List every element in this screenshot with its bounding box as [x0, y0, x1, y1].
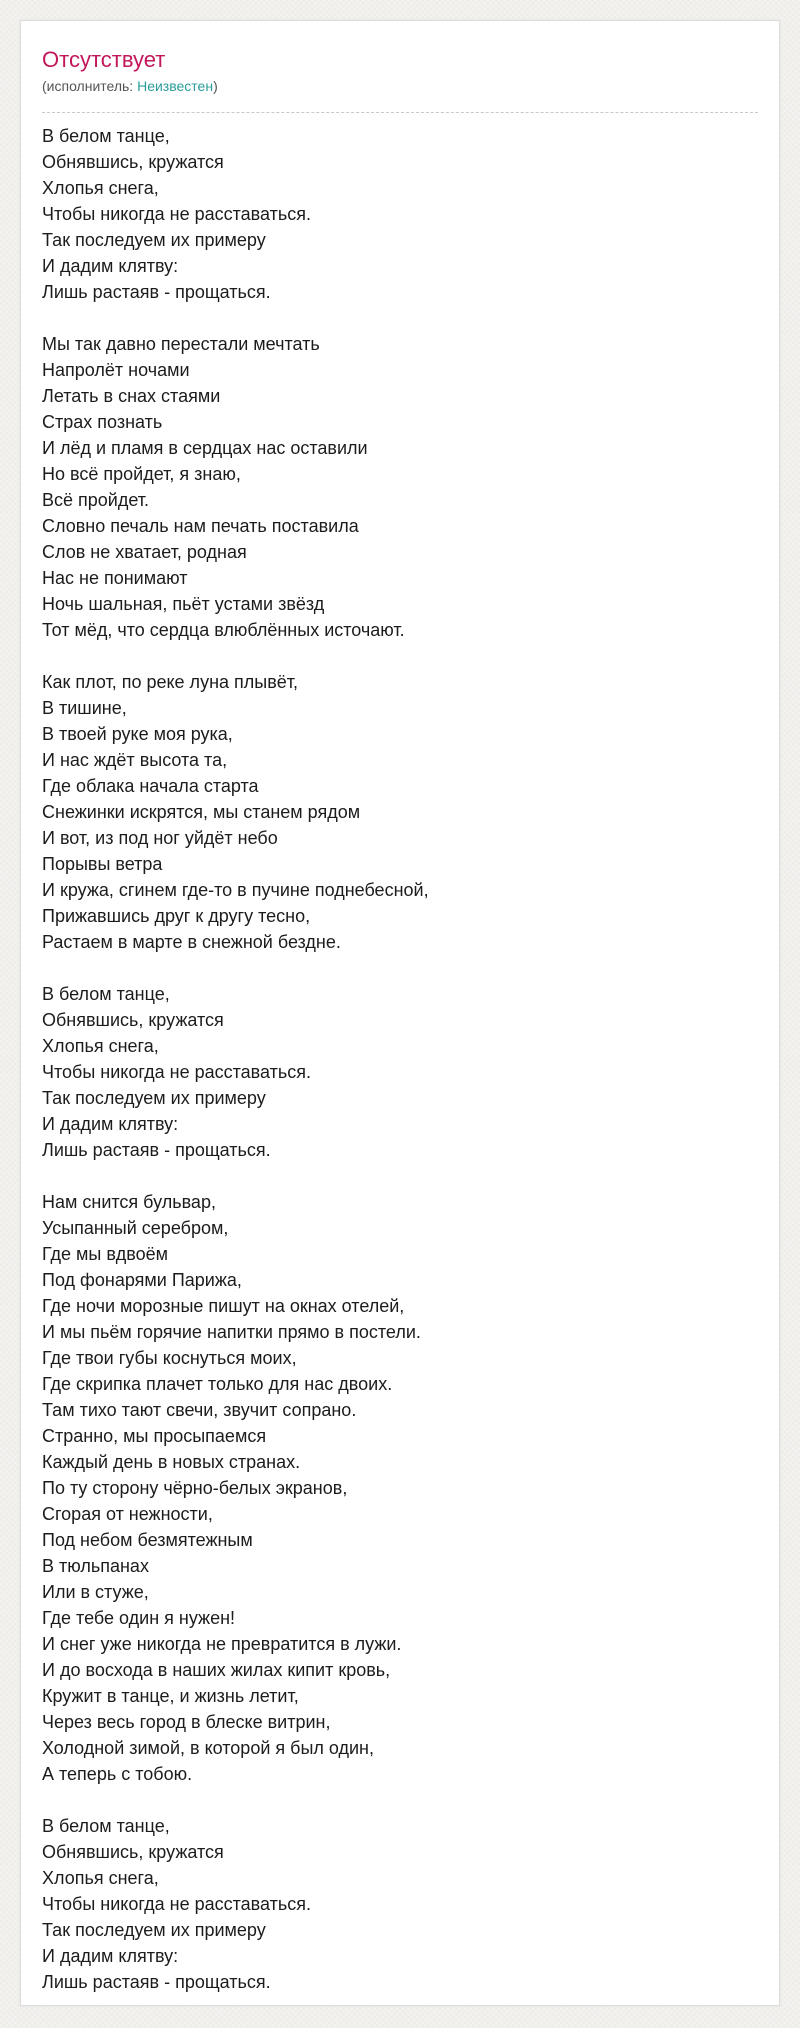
lyric-line: Напролёт ночами [42, 360, 190, 380]
artist-prefix: (исполнитель: [42, 78, 138, 94]
lyric-line: Холодной зимой, в которой я был один, [42, 1738, 374, 1758]
lyric-line: И нас ждёт высота та, [42, 750, 228, 770]
lyric-line: В твоей руке моя рука, [42, 724, 233, 744]
lyric-line: И вот, из под ног уйдёт небо [42, 828, 278, 848]
lyric-line: И до восхода в наших жилах кипит кровь, [42, 1660, 391, 1680]
lyric-line: Так последуем их примеру [42, 1920, 266, 1940]
lyric-line: И дадим клятву: [42, 256, 179, 276]
lyric-line: Летать в снах стаями [42, 386, 221, 406]
lyric-line: Чтобы никогда не расставаться. [42, 1894, 312, 1914]
lyric-line: В тюльпанах [42, 1556, 149, 1576]
lyric-line: Под небом безмятежным [42, 1530, 253, 1550]
lyric-line: В белом танце, [42, 1816, 170, 1836]
lyric-line: Снежинки искрятся, мы станем рядом [42, 802, 361, 822]
lyric-line: И дадим клятву: [42, 1946, 179, 1966]
lyric-line: Всё пройдет. [42, 490, 150, 510]
lyric-line: Под фонарями Парижа, [42, 1270, 242, 1290]
lyric-line: Прижавшись друг к другу тесно, [42, 906, 311, 926]
lyric-line: Где ночи морозные пишут на окнах отелей, [42, 1296, 405, 1316]
lyrics-stanza [42, 981, 758, 1163]
lyric-line: Тот мёд, что сердца влюблённых источают. [42, 620, 405, 640]
lyric-line: Так последуем их примеру [42, 230, 266, 250]
lyric-line: Порывы ветра [42, 854, 163, 874]
lyric-line: В белом танце, [42, 984, 170, 1004]
header-divider [42, 112, 758, 113]
lyrics-stanza [42, 1189, 758, 1787]
lyric-line: Где мы вдвоём [42, 1244, 168, 1264]
lyric-line: И снег уже никогда не превратится в лужи. [42, 1634, 402, 1654]
lyrics-stanza [42, 331, 758, 643]
lyric-line: В тишине, [42, 698, 127, 718]
lyric-line: Обнявшись, кружатся [42, 1842, 224, 1862]
lyric-line: Через весь город в блеске витрин, [42, 1712, 331, 1732]
lyric-line: Каждый день в новых странах. [42, 1452, 301, 1472]
lyric-line: И лёд и пламя в сердцах нас оставили [42, 438, 368, 458]
lyric-line: Чтобы никогда не расставаться. [42, 1062, 312, 1082]
lyric-line: Где твои губы коснуться моих, [42, 1348, 297, 1368]
lyrics-stanza [42, 1813, 758, 1995]
lyric-line: В белом танце, [42, 126, 170, 146]
lyric-line: Обнявшись, кружатся [42, 152, 224, 172]
lyric-line: Где тебе один я нужен! [42, 1608, 236, 1628]
lyric-line: Хлопья снега, [42, 1868, 159, 1888]
lyrics-stanza [42, 123, 758, 305]
lyric-line: Обнявшись, кружатся [42, 1010, 224, 1030]
lyric-line: Мы так давно перестали мечтать [42, 334, 320, 354]
artist-link[interactable]: Неизвестен [137, 78, 214, 94]
lyric-line: Ночь шальная, пьёт устами звёзд [42, 594, 325, 614]
artist-line [42, 77, 758, 95]
lyrics-body [42, 123, 758, 2021]
lyrics-card [20, 20, 780, 2006]
lyric-line: Чтобы никогда не расставаться. [42, 204, 312, 224]
lyric-line: Лишь растаяв - прощаться. [42, 1140, 271, 1160]
lyric-line: Лишь растаяв - прощаться. [42, 282, 271, 302]
lyric-line: Нам снится бульвар, [42, 1192, 216, 1212]
lyric-line: Лишь растаяв - прощаться. [42, 1972, 271, 1992]
artist-suffix: ) [213, 78, 218, 94]
lyric-line: И дадим клятву: [42, 1114, 179, 1134]
lyric-line: Где облака начала старта [42, 776, 259, 796]
lyric-line: Усыпанный серебром, [42, 1218, 229, 1238]
lyric-line: Слов не хватает, родная [42, 542, 247, 562]
lyric-line: Хлопья снега, [42, 1036, 159, 1056]
lyric-line: Хлопья снега, [42, 178, 159, 198]
lyric-line: Растаем в марте в снежной бездне. [42, 932, 341, 952]
lyric-line: Страх познать [42, 412, 163, 432]
lyric-line: Как плот, по реке луна плывёт, [42, 672, 299, 692]
lyric-line: И мы пьём горячие напитки прямо в постели. [42, 1322, 421, 1342]
lyric-line: Но всё пройдет, я знаю, [42, 464, 241, 484]
lyric-line: Там тихо тают свечи, звучит сопрано. [42, 1400, 357, 1420]
song-title: Отсутствует [42, 47, 166, 72]
lyric-line: А теперь с тобою. [42, 1764, 193, 1784]
lyric-line: Кружит в танце, и жизнь летит, [42, 1686, 299, 1706]
lyrics-stanza [42, 669, 758, 955]
lyric-line: Или в стуже, [42, 1582, 149, 1602]
lyric-line: Странно, мы просыпаемся [42, 1426, 267, 1446]
lyric-line: По ту сторону чёрно-белых экранов, [42, 1478, 348, 1498]
lyric-line: Сгорая от нежности, [42, 1504, 213, 1524]
song-header [42, 45, 758, 115]
lyric-line: И кружа, сгинем где-то в пучине поднебесной, [42, 880, 429, 900]
lyric-line: Где скрипка плачет только для нас двоих. [42, 1374, 393, 1394]
lyric-line: Нас не понимают [42, 568, 188, 588]
lyric-line: Так последуем их примеру [42, 1088, 266, 1108]
lyric-line: Словно печаль нам печать поставила [42, 516, 359, 536]
